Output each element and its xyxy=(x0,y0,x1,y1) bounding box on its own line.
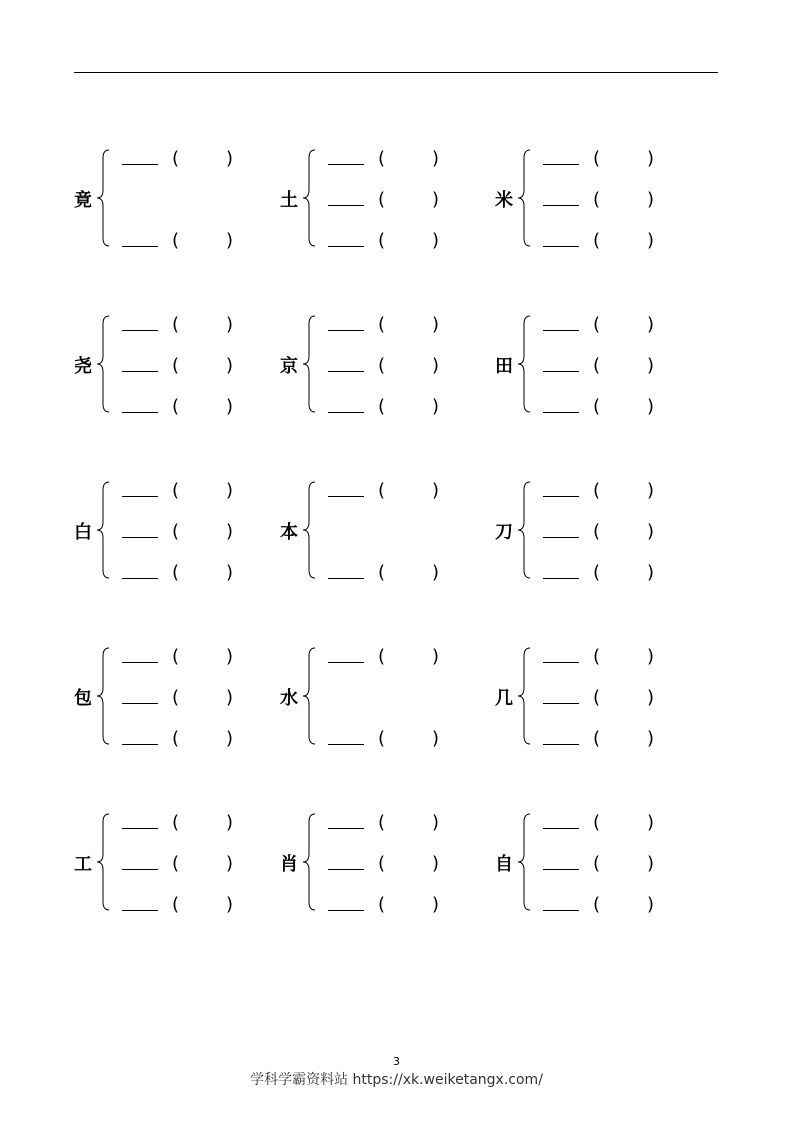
open-paren: ( xyxy=(378,189,386,210)
open-paren: ( xyxy=(378,355,386,376)
open-paren: ( xyxy=(172,148,180,169)
curly-brace-icon xyxy=(96,480,116,580)
curly-brace-icon xyxy=(517,480,537,580)
char-item xyxy=(495,148,705,258)
answer-slot xyxy=(543,230,663,252)
word-blank[interactable] xyxy=(122,662,158,663)
close-paren: ) xyxy=(226,812,234,833)
word-blank[interactable] xyxy=(543,869,579,870)
close-paren: ) xyxy=(647,189,655,210)
close-paren: ) xyxy=(432,314,440,335)
target-character: 本 xyxy=(280,522,298,543)
answer-slot xyxy=(543,148,663,170)
word-blank[interactable] xyxy=(328,412,364,413)
open-paren: ( xyxy=(593,812,601,833)
char-item xyxy=(495,646,705,756)
word-blank[interactable] xyxy=(543,828,579,829)
open-paren: ( xyxy=(378,148,386,169)
open-paren: ( xyxy=(378,314,386,335)
open-paren: ( xyxy=(593,396,601,417)
word-blank[interactable] xyxy=(328,246,364,247)
open-paren: ( xyxy=(593,189,601,210)
answer-slot xyxy=(543,396,663,418)
close-paren: ) xyxy=(432,396,440,417)
curly-brace-icon xyxy=(517,314,537,414)
word-blank[interactable] xyxy=(328,744,364,745)
word-blank[interactable] xyxy=(328,662,364,663)
close-paren: ) xyxy=(647,894,655,915)
open-paren: ( xyxy=(378,812,386,833)
answer-slot xyxy=(328,562,448,584)
open-paren: ( xyxy=(378,480,386,501)
footer-source: 学科学霸资料站 https://xk.weiketangx.com/ xyxy=(250,1072,543,1088)
page-number: 3 xyxy=(393,1055,400,1068)
answer-slot xyxy=(328,894,448,916)
char-item xyxy=(280,314,490,424)
target-character: 京 xyxy=(280,356,298,377)
word-blank[interactable] xyxy=(543,537,579,538)
curly-brace-icon xyxy=(302,314,322,414)
answer-slot xyxy=(543,687,663,709)
close-paren: ) xyxy=(432,230,440,251)
char-item xyxy=(280,148,490,258)
answer-slot xyxy=(328,812,448,834)
curly-brace-icon xyxy=(302,646,322,746)
target-character: 水 xyxy=(280,688,298,709)
char-item xyxy=(74,148,284,258)
word-blank[interactable] xyxy=(122,412,158,413)
close-paren: ) xyxy=(647,355,655,376)
answer-slot xyxy=(328,314,448,336)
open-paren: ( xyxy=(172,480,180,501)
target-character: 几 xyxy=(495,688,513,709)
open-paren: ( xyxy=(172,314,180,335)
word-blank[interactable] xyxy=(122,164,158,165)
target-character: 刀 xyxy=(495,522,513,543)
open-paren: ( xyxy=(593,728,601,749)
answer-slot xyxy=(328,355,448,377)
answer-slot xyxy=(122,480,242,502)
close-paren: ) xyxy=(432,812,440,833)
open-paren: ( xyxy=(593,853,601,874)
open-paren: ( xyxy=(593,314,601,335)
close-paren: ) xyxy=(647,230,655,251)
word-blank[interactable] xyxy=(122,246,158,247)
close-paren: ) xyxy=(226,480,234,501)
char-item xyxy=(74,480,284,590)
answer-slot xyxy=(543,812,663,834)
close-paren: ) xyxy=(432,646,440,667)
word-blank[interactable] xyxy=(328,205,364,206)
answer-slot xyxy=(543,562,663,584)
target-character: 肖 xyxy=(280,854,298,875)
word-blank[interactable] xyxy=(543,371,579,372)
word-blank[interactable] xyxy=(543,412,579,413)
open-paren: ( xyxy=(593,521,601,542)
word-blank[interactable] xyxy=(122,910,158,911)
word-blank[interactable] xyxy=(328,869,364,870)
answer-slot xyxy=(328,396,448,418)
close-paren: ) xyxy=(226,894,234,915)
close-paren: ) xyxy=(647,728,655,749)
close-paren: ) xyxy=(432,148,440,169)
open-paren: ( xyxy=(172,230,180,251)
open-paren: ( xyxy=(593,562,601,583)
curly-brace-icon xyxy=(96,314,116,414)
char-item xyxy=(495,480,705,590)
answer-slot xyxy=(543,480,663,502)
curly-brace-icon xyxy=(96,812,116,912)
close-paren: ) xyxy=(647,687,655,708)
answer-slot xyxy=(122,687,242,709)
word-blank[interactable] xyxy=(328,164,364,165)
answer-slot xyxy=(543,189,663,211)
close-paren: ) xyxy=(226,687,234,708)
answer-slot xyxy=(328,853,448,875)
word-blank[interactable] xyxy=(543,662,579,663)
char-item xyxy=(74,646,284,756)
target-character: 米 xyxy=(495,190,513,211)
word-blank[interactable] xyxy=(122,703,158,704)
word-blank[interactable] xyxy=(122,578,158,579)
close-paren: ) xyxy=(647,480,655,501)
curly-brace-icon xyxy=(517,812,537,912)
curly-brace-icon xyxy=(302,148,322,248)
open-paren: ( xyxy=(593,230,601,251)
close-paren: ) xyxy=(226,396,234,417)
word-blank[interactable] xyxy=(543,703,579,704)
close-paren: ) xyxy=(647,396,655,417)
open-paren: ( xyxy=(378,853,386,874)
word-blank[interactable] xyxy=(543,330,579,331)
close-paren: ) xyxy=(432,894,440,915)
close-paren: ) xyxy=(432,562,440,583)
close-paren: ) xyxy=(647,314,655,335)
char-item xyxy=(74,314,284,424)
char-item xyxy=(280,646,490,756)
open-paren: ( xyxy=(593,646,601,667)
close-paren: ) xyxy=(647,148,655,169)
answer-slot xyxy=(543,894,663,916)
open-paren: ( xyxy=(172,812,180,833)
target-character: 自 xyxy=(495,854,513,875)
word-blank[interactable] xyxy=(122,537,158,538)
close-paren: ) xyxy=(226,230,234,251)
close-paren: ) xyxy=(647,812,655,833)
curly-brace-icon xyxy=(302,812,322,912)
close-paren: ) xyxy=(226,521,234,542)
close-paren: ) xyxy=(647,853,655,874)
header-rule xyxy=(74,72,718,73)
answer-slot xyxy=(122,812,242,834)
answer-slot xyxy=(328,480,448,502)
answer-slot xyxy=(543,521,663,543)
close-paren: ) xyxy=(432,728,440,749)
char-item xyxy=(495,314,705,424)
open-paren: ( xyxy=(172,521,180,542)
answer-slot xyxy=(122,314,242,336)
word-blank[interactable] xyxy=(543,246,579,247)
answer-slot xyxy=(122,396,242,418)
word-blank[interactable] xyxy=(328,578,364,579)
answer-slot xyxy=(122,230,242,252)
answer-slot xyxy=(122,646,242,668)
word-blank[interactable] xyxy=(122,828,158,829)
answer-slot xyxy=(543,646,663,668)
close-paren: ) xyxy=(647,521,655,542)
target-character: 竟 xyxy=(74,190,92,211)
close-paren: ) xyxy=(226,355,234,376)
word-blank[interactable] xyxy=(543,578,579,579)
close-paren: ) xyxy=(432,480,440,501)
answer-slot xyxy=(328,230,448,252)
close-paren: ) xyxy=(226,562,234,583)
curly-brace-icon xyxy=(517,646,537,746)
word-blank[interactable] xyxy=(122,869,158,870)
close-paren: ) xyxy=(432,189,440,210)
curly-brace-icon xyxy=(302,480,322,580)
answer-slot xyxy=(543,853,663,875)
word-blank[interactable] xyxy=(543,910,579,911)
open-paren: ( xyxy=(378,396,386,417)
word-blank[interactable] xyxy=(543,164,579,165)
close-paren: ) xyxy=(226,728,234,749)
open-paren: ( xyxy=(172,396,180,417)
open-paren: ( xyxy=(378,562,386,583)
char-item xyxy=(280,480,490,590)
open-paren: ( xyxy=(593,480,601,501)
answer-slot xyxy=(543,314,663,336)
open-paren: ( xyxy=(172,355,180,376)
close-paren: ) xyxy=(647,562,655,583)
answer-slot xyxy=(543,728,663,750)
open-paren: ( xyxy=(172,728,180,749)
target-character: 工 xyxy=(74,854,92,875)
open-paren: ( xyxy=(378,646,386,667)
open-paren: ( xyxy=(172,646,180,667)
curly-brace-icon xyxy=(517,148,537,248)
open-paren: ( xyxy=(593,687,601,708)
word-blank[interactable] xyxy=(328,828,364,829)
open-paren: ( xyxy=(172,687,180,708)
word-blank[interactable] xyxy=(543,744,579,745)
char-item xyxy=(74,812,284,922)
curly-brace-icon xyxy=(96,646,116,746)
open-paren: ( xyxy=(172,853,180,874)
word-blank[interactable] xyxy=(543,205,579,206)
answer-slot xyxy=(122,355,242,377)
answer-slot xyxy=(122,894,242,916)
answer-slot xyxy=(328,728,448,750)
answer-slot xyxy=(328,189,448,211)
word-blank[interactable] xyxy=(328,330,364,331)
open-paren: ( xyxy=(378,728,386,749)
target-character: 包 xyxy=(74,688,92,709)
target-character: 田 xyxy=(495,356,513,377)
word-blank[interactable] xyxy=(328,910,364,911)
open-paren: ( xyxy=(593,894,601,915)
word-blank[interactable] xyxy=(122,496,158,497)
close-paren: ) xyxy=(432,853,440,874)
close-paren: ) xyxy=(226,314,234,335)
answer-slot xyxy=(543,355,663,377)
answer-slot xyxy=(122,521,242,543)
answer-slot xyxy=(328,646,448,668)
answer-slot xyxy=(122,562,242,584)
word-blank[interactable] xyxy=(543,496,579,497)
word-blank[interactable] xyxy=(328,371,364,372)
open-paren: ( xyxy=(378,230,386,251)
open-paren: ( xyxy=(172,894,180,915)
char-item xyxy=(495,812,705,922)
answer-slot xyxy=(122,728,242,750)
answer-slot xyxy=(328,148,448,170)
close-paren: ) xyxy=(647,646,655,667)
open-paren: ( xyxy=(593,148,601,169)
curly-brace-icon xyxy=(96,148,116,248)
open-paren: ( xyxy=(172,562,180,583)
target-character: 尧 xyxy=(74,356,92,377)
target-character: 白 xyxy=(74,522,92,543)
open-paren: ( xyxy=(378,894,386,915)
word-blank[interactable] xyxy=(328,496,364,497)
word-blank[interactable] xyxy=(122,371,158,372)
close-paren: ) xyxy=(226,148,234,169)
close-paren: ) xyxy=(432,355,440,376)
target-character: 土 xyxy=(280,190,298,211)
answer-slot xyxy=(122,148,242,170)
open-paren: ( xyxy=(593,355,601,376)
word-blank[interactable] xyxy=(122,744,158,745)
word-blank[interactable] xyxy=(122,330,158,331)
close-paren: ) xyxy=(226,646,234,667)
close-paren: ) xyxy=(226,853,234,874)
char-item xyxy=(280,812,490,922)
answer-slot xyxy=(122,853,242,875)
